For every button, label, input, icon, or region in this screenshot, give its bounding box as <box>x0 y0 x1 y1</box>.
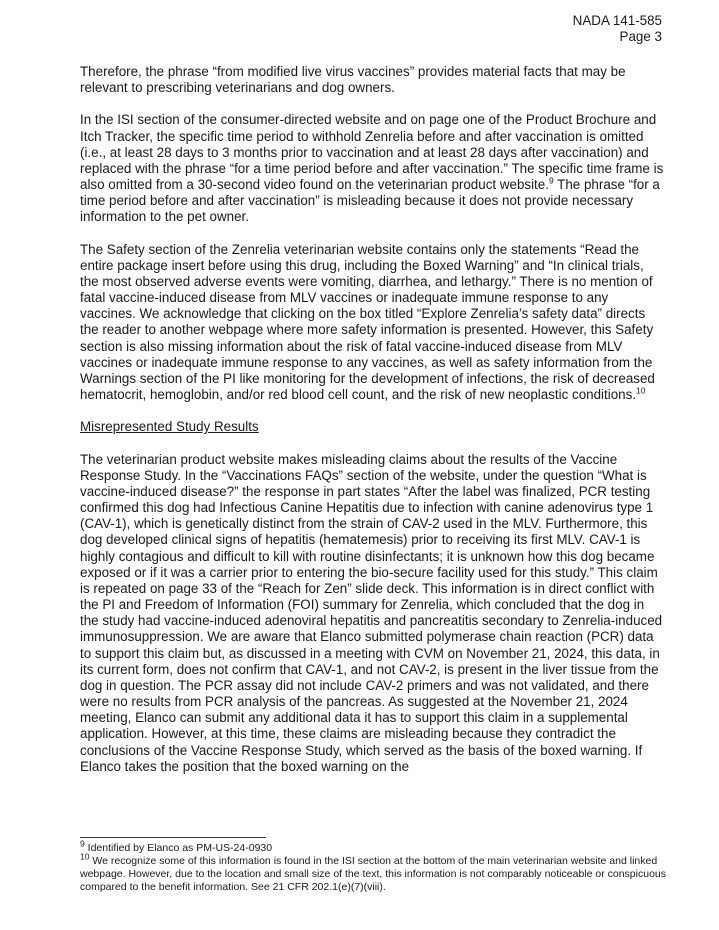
footnote-divider <box>80 837 266 838</box>
footnote-number: 10 <box>80 851 90 862</box>
footnote-ref-10[interactable]: 10 <box>636 385 646 396</box>
footnote-10: $^{10}$ We recognize some of this information is found in the ISI section at the bottom of the main veterinarian website and linked webpage. However, due to the location and small size of the text, this information is not comparably noticeable or conspicuous compared to the benefit information. See 21 CFR 202.1(e)(7)(viii). <box>80 851 666 893</box>
footnotes <box>80 838 670 894</box>
paragraph-1: Therefore, the phrase “from modified live virus vaccines” provides material facts that may be relevant to prescribing veterinarians and dog owners. <box>80 64 626 96</box>
document-id: NADA 141-585 <box>572 13 662 28</box>
page-number: Page 3 <box>619 29 662 44</box>
page-header <box>573 13 662 45</box>
body-text <box>80 64 664 791</box>
paragraph-2: In the ISI section of the consumer-directed website and on page one of the Product Brochure and Itch Tracker, the specific time period to withhold Zenrelia before and after vaccination is omitted (i.e., at least 28 days to 3 months prior to vaccination and at least 28 days after vaccination) and replaced with the phrase “for a time period before and after vaccination.” The specific time frame is also omitted from a 30-second video found on the veterinarian product website.$^9$ The phrase “for a time period before and after vaccination” is misleading because it does not provide necessary information to the pet owner. <box>80 112 664 225</box>
footnote-9: $^9$ Identified by Elanco as PM-US-24-0930 <box>80 838 273 854</box>
footnote-number: 9 <box>80 838 85 849</box>
footnote-ref-9[interactable]: 9 <box>548 175 554 186</box>
paragraph-study: The veterinarian product website makes misleading claims about the results of the Vaccine Response Study. In the “Vaccinations FAQs” section of the website, under the question “What is vaccine-induced disease?” the response in part states “After the label was finalized, PCR testing confirmed this dog had Infectious Canine Hepatitis due to infection with canine adenovirus type 1 (CAV-1), which is genetically distinct from the strain of CAV-2 used in the MLV. Furthermore, this dog developed clinical signs of hepatitis (hematemesis) prior to receiving its first MLV. CAV-1 is highly contagious and difficult to kill with routine disinfectants; it is unknown how this dog became exposed or if it was a carrier prior to entering the bio-secure facility used for this study.” This claim is repeated on page 33 of the “Reach for Zen” slide deck. This information is in direct conflict with the PI and Freedom of Information (FOI) summary for Zenrelia, which concluded that the dog in the study had vaccine-induced adenoviral hepatitis and pancreatitis secondary to Zenrelia-induced immunosuppression. We are aware that Elanco submitted polymerase chain reaction (PCR) data to support this claim but, as discussed in a meeting with CVM on November 21, 2024, this data, in its current form, does not confirm that CAV-1, and not CAV-2, is present in the liver tissue from the dog in question. The PCR assay did not include CAV-2 primers and was not validated, and there were no results from PCR analysis of the pancreas. As suggested at the November 21, 2024 meeting, Elanco can submit any additional data it has to support this claim in a supplemental application. However, at this time, these claims are misleading because they contradict the conclusions of the Vaccine Response Study, which served as the basis of the boxed warning. If Elanco takes the position that the boxed warning on the <box>80 451 663 774</box>
section-heading: Misrepresented Study Results <box>80 419 259 435</box>
paragraph-3: The Safety section of the Zenrelia veterinarian website contains only the statements “Read the entire package insert before using this drug, including the Boxed Warning” and “In clinical trials, the most observed adverse events were vomiting, diarrhea, and lethargy.” There is no mention of fatal vaccine-induced disease from MLV vaccines or inadequate immune response to any vaccines. We acknowledge that clicking on the box titled “Explore Zenrelia’s safety data” directs the reader to another webpage where more safety information is presented. However, this Safety section is also missing information about the risk of fatal vaccine-induced disease from MLV vaccines or inadequate immune response to any vaccines, as well as safety information from the Warnings section of the PI like monitoring for the development of infections, the risk of decreased hematocrit, hemoglobin, and/or red blood cell count, and the risk of new neoplastic conditions.$^{10}$ <box>80 241 655 403</box>
